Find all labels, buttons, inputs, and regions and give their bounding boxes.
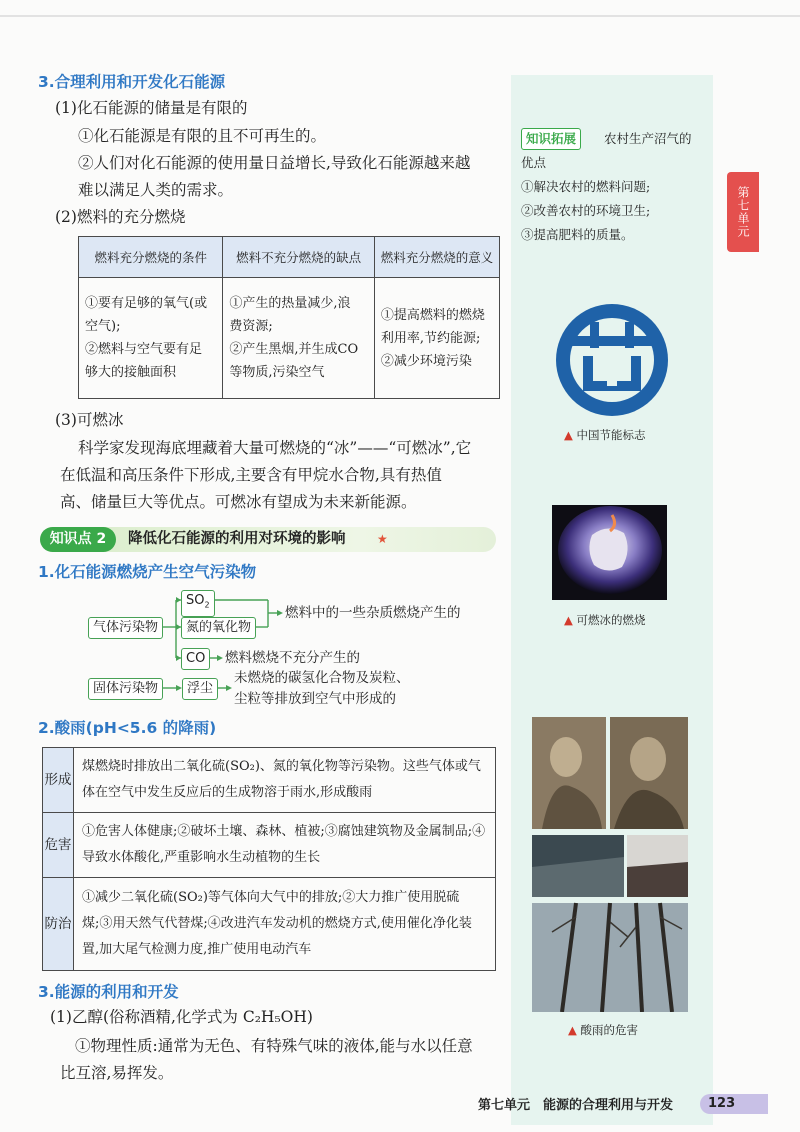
cell-line: ②减少环境污染	[380, 353, 472, 369]
table-header: 燃料充分燃烧的意义	[374, 237, 499, 278]
row-text: ①减少二氧化硫(SO₂)等气体向大气中的排放;②大力推广使用脱硫煤;③用天然气代替煤;④改进汽车发动机的燃烧方式,使用催化净化装置,加大尾气检测力度,推广使用电动汽车	[74, 878, 496, 971]
acid-rain-table	[42, 747, 496, 971]
logo-caption	[564, 427, 646, 443]
paragraph-line: ①物理性质:通常为无色、有特殊气味的液体,能与水以任意	[75, 1037, 473, 1055]
page-number: 123	[700, 1094, 768, 1114]
caption-text: 中国节能标志	[576, 428, 646, 442]
triangle-icon: ▲	[564, 613, 573, 627]
dust-box: 浮尘	[182, 678, 218, 700]
paragraph-line: 科学家发现海底埋藏着大量可燃烧的“冰”——“可燃冰”,它	[78, 439, 472, 457]
cell-line: ②燃料与空气要有足	[85, 342, 203, 357]
energy-saving-logo	[552, 300, 672, 420]
cell-line: 够大的接触面积	[85, 365, 177, 380]
cell-line: ①提高燃料的燃烧	[380, 307, 485, 323]
row-label: 形成	[43, 748, 74, 813]
row-text: ①危害人体健康;②破坏土壤、森林、植被;③腐蚀建筑物及金属制品;④导致水体酸化,严重影响水生动植物的生长	[74, 813, 496, 878]
cell-line: 利用率,节约能源;	[380, 330, 481, 346]
paragraph-line: 比互溶,易挥发。	[60, 1064, 174, 1082]
row-label: 防治	[43, 878, 74, 971]
knowledge-extension-badge: 知识拓展	[521, 128, 581, 150]
caption-text: 酸雨的危害	[580, 1023, 639, 1037]
chapter-side-tab: 第七单元	[727, 172, 759, 252]
knowledge-point-title: 降低化石能源的利用对环境的影响	[128, 531, 346, 547]
ice-caption	[564, 612, 646, 628]
so2-box	[181, 590, 215, 617]
dust-note-line: 尘粒等排放到空气中形成的	[234, 691, 396, 707]
row-text: 煤燃烧时排放出二氧化硫(SO₂)、氮的氧化物等污染物。这些气体或气体在空气中发生反应后的生成物溶于雨水,形成酸雨	[74, 748, 496, 813]
solid-pollutant-box: 固体污染物	[88, 678, 163, 700]
sidebar-item: ③提高肥料的质量。	[521, 227, 634, 242]
sub-heading-ethanol: (1)乙醇(俗称酒精,化学式为 C₂H₅OH)	[50, 1008, 313, 1026]
paragraph-line: ②人们对化石能源的使用量日益增长,导致化石能源越来越	[78, 154, 471, 172]
dust-note-line: 未燃烧的碳氢化合物及炭粒、	[234, 670, 410, 686]
cell-line: 等物质,污染空气	[229, 365, 325, 380]
burning-ice-photo	[552, 505, 667, 600]
triangle-icon: ▲	[564, 428, 573, 442]
cell-line: ①要有足够的氧气(或	[85, 296, 208, 311]
sidebar-title: 优点	[521, 155, 547, 170]
paragraph-line: 难以满足人类的需求。	[78, 181, 234, 199]
acid-rain-damage-photos	[532, 717, 688, 1012]
paragraph-line: 高、储量巨大等优点。可燃冰有望成为未来新能源。	[60, 493, 417, 511]
sub-heading-combustion: (2)燃料的充分燃烧	[55, 208, 186, 226]
cell-line: ②产生黑烟,并生成CO	[229, 342, 359, 357]
cell-line: 空气);	[85, 319, 121, 334]
gas-pollutant-box: 气体污染物	[88, 617, 163, 639]
section-title-pollutants: 1.化石能源燃烧产生空气污染物	[38, 563, 257, 581]
section-title-acid-rain: 2.酸雨(pH<5.6 的降雨)	[38, 719, 217, 737]
sidebar-title: 农村生产沼气的	[604, 131, 692, 146]
so2-label: SO	[186, 593, 205, 608]
sub-heading-ice: (3)可燃冰	[55, 411, 124, 429]
paragraph-line: 在低温和高压条件下形成,主要含有甲烷水合物,具有热值	[60, 466, 442, 484]
nox-box: 氮的氧化物	[181, 617, 256, 639]
cell-line: 费资源;	[229, 319, 273, 334]
sub-heading-reserves: (1)化石能源的储量是有限的	[55, 99, 248, 117]
table-header: 燃料充分燃烧的条件	[79, 237, 223, 278]
gas-source-note: 燃料中的一些杂质燃烧产生的	[285, 605, 461, 621]
sidebar-item: ②改善农村的环境卫生;	[521, 203, 651, 218]
co-box: CO	[181, 648, 210, 670]
sidebar-item: ①解决农村的燃料问题;	[521, 179, 651, 194]
row-label: 危害	[43, 813, 74, 878]
section-title-energy: 3.能源的利用和开发	[38, 983, 179, 1001]
caption-text: 可燃冰的燃烧	[576, 613, 646, 627]
section-title-fossil: 3.合理利用和开发化石能源	[38, 73, 226, 91]
footer-title: 第七单元 能源的合理利用与开发	[478, 1098, 674, 1113]
co-source-note: 燃料燃烧不充分产生的	[225, 650, 360, 666]
star-icon: ★	[377, 532, 388, 546]
triangle-icon: ▲	[568, 1023, 577, 1037]
table-header: 燃料不充分燃烧的缺点	[223, 237, 375, 278]
acid-caption	[568, 1022, 638, 1038]
cell-line: ①产生的热量减少,浪	[229, 296, 351, 311]
knowledge-point-badge: 知识点 2	[40, 527, 116, 552]
paragraph-line: ①化石能源是有限的且不可再生的。	[78, 127, 327, 145]
so2-subscript: 2	[204, 600, 210, 610]
